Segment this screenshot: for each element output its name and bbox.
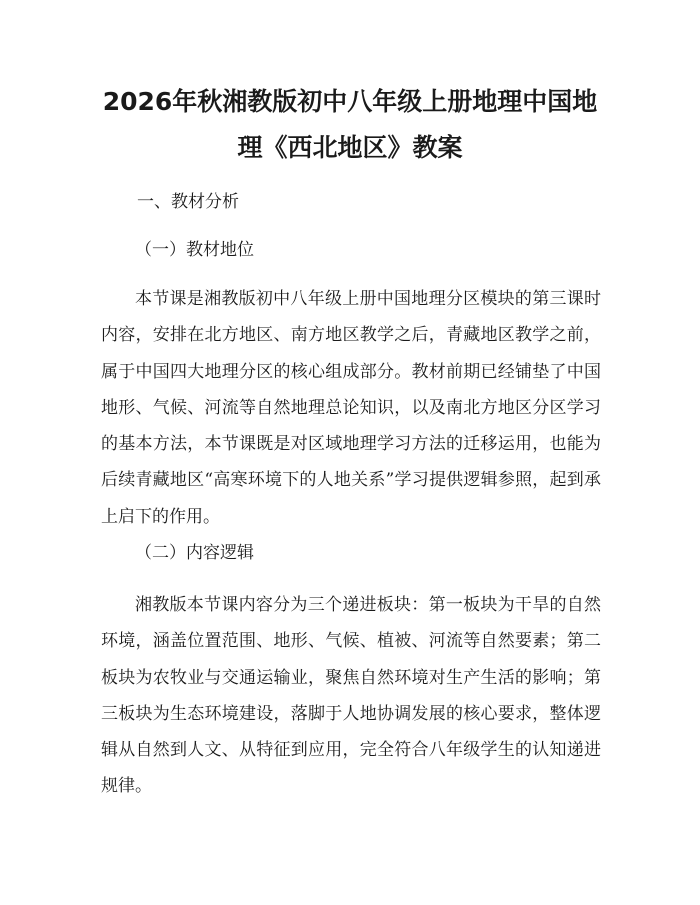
section-heading-textbook-analysis: 一、教材分析	[137, 192, 239, 212]
subsection-heading-textbook-position: （一）教材地位	[135, 240, 254, 260]
paragraph-content-logic: 湘教版本节课内容分为三个递进板块：第一板块为干旱的自然环境，涵盖位置范围、地形、气候、植被、河流等自然要素；第二板块为农牧业与交通运输业，聚焦自然环境对生产生活的影响；第三板块为生态环境建设，落脚于人地协调发展的核心要求，整体逻辑从自然到人文、从特征到应用，完全符合八年级学生的认知递进规律。	[101, 595, 601, 797]
paragraph-textbook-position: 本节课是湘教版初中八年级上册中国地理分区模块的第三课时内容，安排在北方地区、南方地区教学之后，青藏地区教学之前，属于中国四大地理分区的核心组成部分。教材前期已经铺垫了中国地形、气候、河流等自然地理总论知识，以及南北方地区分区学习的基本方法，本节课既是对区域地理学习方法的迁移运用，也能为后续青藏地区“高寒环境下的人地关系”学习提供逻辑参照，起到承上启下的作用。	[101, 289, 601, 527]
subsection-heading-content-logic: （二）内容逻辑	[135, 543, 254, 563]
document-title-line-1: 2026年秋湘教版初中八年级上册地理中国地	[102, 87, 598, 116]
document-title-line-2: 理《西北地区》教案	[237, 133, 463, 162]
